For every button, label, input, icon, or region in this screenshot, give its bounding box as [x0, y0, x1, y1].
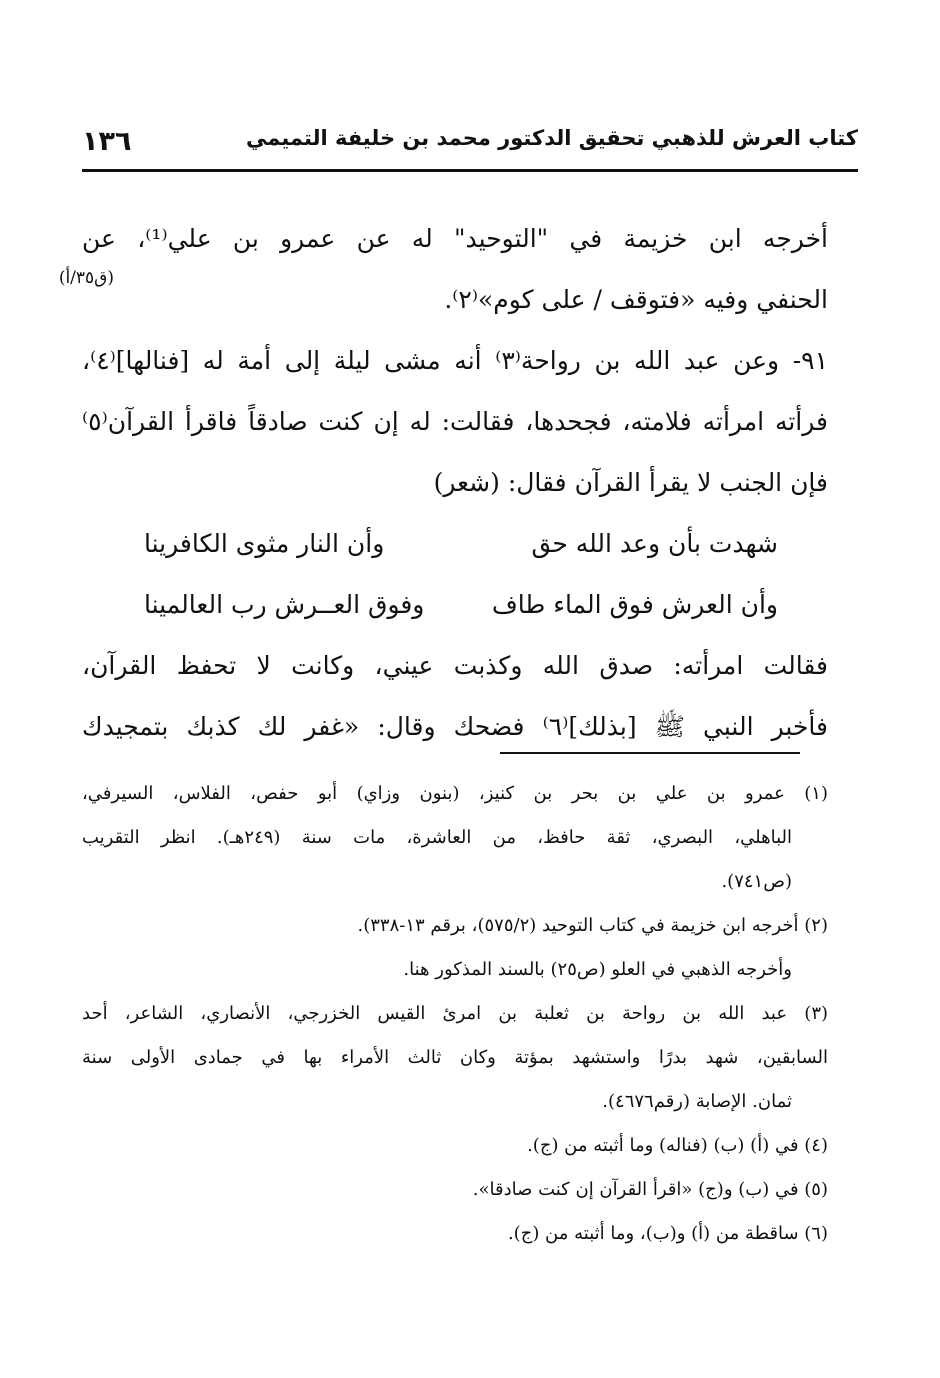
text-line: فقالت امرأته: صدق الله وكذبت عيني، وكانت لا تحفظ القرآن،: [82, 651, 828, 680]
verse-first-hemistich: شهدت بأن وعد الله حق: [531, 529, 778, 558]
footnote-line: السابقين، شهد بدرًا واستشهد بمؤتة وكان ثالث الأمراء بها في جمادى الأولى سنة: [82, 1047, 828, 1068]
verse-second-hemistich: وأن النار مثوى الكافرينا: [144, 529, 385, 558]
running-header: [82, 126, 858, 158]
header-rule: [82, 169, 858, 172]
footnote-line: (٣) عبد الله بن رواحة بن ثعلبة بن امرئ القيس الخزرجي، الأنصاري، الشاعر، أحد: [82, 1003, 828, 1024]
footnote: [82, 1168, 828, 1212]
footnote-line: (٥) في (ب) و(ج) «اقرأ القرآن إن كنت صادقا».: [472, 1179, 828, 1200]
footnote-line: (٤) في (أ) (ب) (فناله) وما أثبته من (ج).: [527, 1135, 828, 1156]
footnote-line: وأخرجه الذهبي في العلو (ص٢٥) بالسند المذكور هنا.: [403, 959, 792, 980]
footnote-line: (ص٧٤١).: [721, 871, 792, 892]
text-line: ٩١- وعن عبد الله بن رواحة⁽٣⁾ أنه مشى ليلة إلى أمة له [فنالها]⁽٤⁾،: [82, 346, 828, 375]
footnote: [82, 992, 828, 1124]
footnote-line: (٦) ساقطة من (أ) و(ب)، وما أثبته من (ج).: [507, 1223, 828, 1244]
footnote-line: ثمان. الإصابة (رقم٤٦٧٦).: [602, 1091, 792, 1112]
text-line: أخرجه ابن خزيمة في "التوحيد" له عن عمرو بن علي⁽¹⁾، عن: [82, 224, 828, 253]
poem-verse: [82, 574, 828, 635]
footnote-separator: [500, 752, 800, 754]
text-line: فأخبر النبي ﷺ [بذلك]⁽٦⁾ فضحك وقال: «غفر لك كذبك بتمجيدك: [82, 712, 828, 741]
verse-second-hemistich: وفوق العــرش رب العالمينا: [144, 590, 425, 619]
footnote: [82, 772, 828, 904]
main-text: [82, 208, 828, 757]
poem-verse: [82, 513, 828, 574]
text-line: الحنفي وفيه «فتوقف / على كوم»⁽٢⁾.: [444, 285, 828, 314]
footnote: [82, 1212, 828, 1256]
manuscript-folio-note: (ق٣٥/أ): [58, 268, 114, 288]
running-title: كتاب العرش للذهبي تحقيق الدكتور محمد بن خليفة التميمي: [246, 126, 858, 150]
footnote-line: الباهلي، البصري، ثقة حافظ، من العاشرة، مات سنة (٢٤٩هـ). انظر التقريب: [82, 827, 792, 848]
footnote-line: (٢) أخرجه ابن خزيمة في كتاب التوحيد (٥٧٥/٢)، برقم ١٣-٣٣٨).: [357, 915, 828, 936]
text-line: فرأته امرأته فلامته، فجحدها، فقالت: له إن كنت صادقاً فاقرأ القرآن⁽٥⁾: [82, 407, 828, 436]
footnote-line: (١) عمرو بن علي بن بحر بن كنيز، (بنون وزاي) أبو حفص، الفلاس، السيرفي،: [82, 783, 828, 804]
footnote: [82, 904, 828, 992]
footnotes: [82, 772, 828, 1256]
text-line: فإن الجنب لا يقرأ القرآن فقال: (شعر): [433, 468, 828, 497]
verse-first-hemistich: وأن العرش فوق الماء طاف: [491, 590, 778, 619]
footnote: [82, 1124, 828, 1168]
page-number: ١٣٦: [82, 126, 132, 157]
